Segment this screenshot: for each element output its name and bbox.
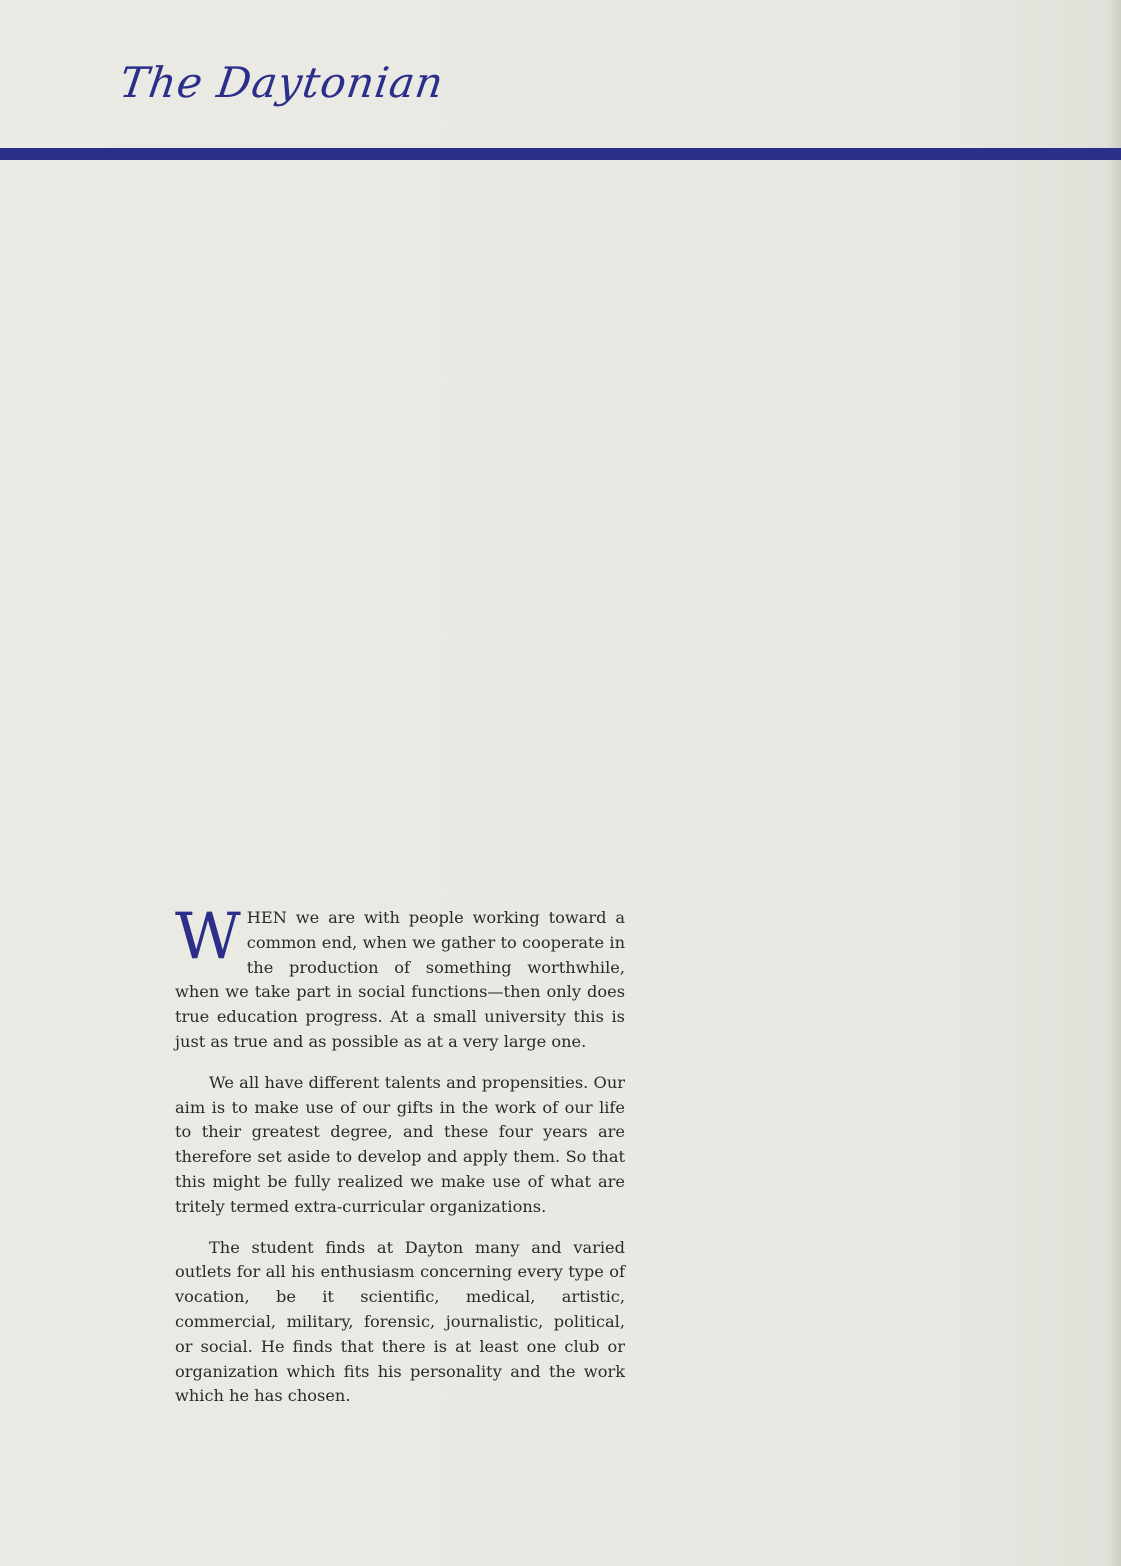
paragraph-1-text: HEN we are with people working toward a common end, when we gather to cooperate in the production of something worthwhile, when we take part in social functions—then only does true education progress. At a small university this is just as true and as possible as at a very large one. [175,908,625,1051]
page-edge-shadow [1107,0,1121,1566]
drop-cap: W [175,900,241,974]
paragraph-3: The student finds at Dayton many and varied outlets for all his enthusiasm concerning every type of vocation, be it scientific, medical, artistic, commercial, military, forensic, journalistic, political, or social. He finds that there is at least one club or organization which fits his personality and the work which he has chosen. [175,1237,625,1406]
paragraph-2: We all have different talents and propensities. Our aim is to make use of our gifts in the work of our life to their greatest degree, and these four years are therefore set aside to develop and apply them. So that this might be fully realized we make use of what are tritely termed extra-curricular organizations. [175,1072,625,1216]
header-rule [0,148,1121,160]
paragraph-1 [175,900,625,1055]
article-body [175,900,625,1425]
page-title: The Daytonian [116,58,448,107]
